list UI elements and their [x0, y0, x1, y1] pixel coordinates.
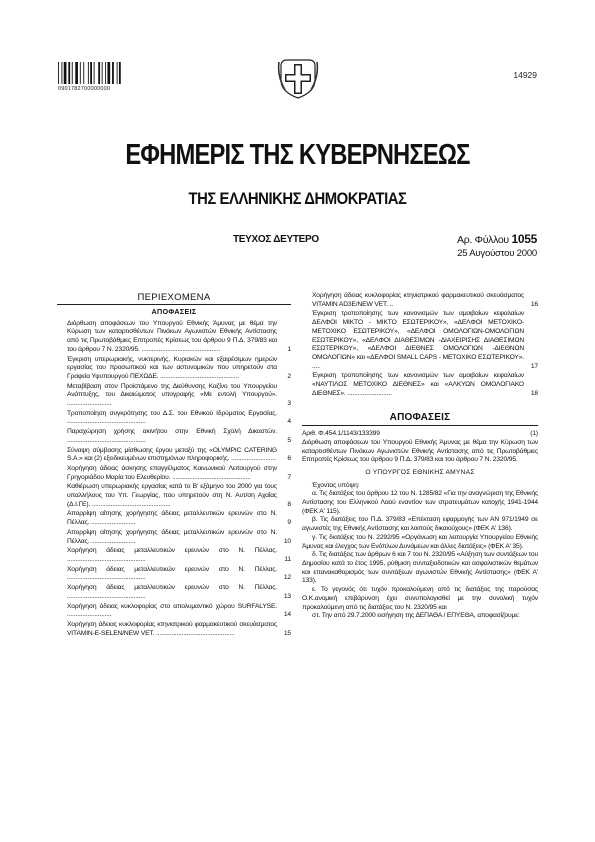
decision-number: Αριθ. Φ.454.1/1143/133399: [302, 430, 380, 438]
barcode-bar: [80, 62, 81, 84]
minister-title: Ο ΥΠΟΥΡΓΟΣ ΕΘΝΙΚΗΣ ΑΜΥΝΑΣ: [365, 468, 475, 476]
contents-item-page: 5: [287, 436, 291, 444]
decision-tag: (1): [530, 430, 538, 438]
sheet-value: 1055: [511, 232, 537, 246]
barcode-bar: [94, 62, 95, 84]
contents-item-page: 10: [283, 537, 291, 545]
contents-item: [57, 510, 291, 527]
issue-type: ΤΕΥΧΟΣ ΔΕΥΤΕΡΟ: [233, 234, 319, 245]
contents-item-text: Έγκριση υπερωριακής, νυκτερινής, Κυριακών και εξαιρέσιμων ημερών εργασίας του προσωπικού και των αστυνομικών που υπηρετούν στα Γραφεία Υφυπουργού ΠΕΧΩΔΕ. ..............................................: [67, 355, 277, 380]
decision-paragraph: ε. Το γεγονός ότι τυχόν προκαλούμενη από τις διατάξεις της παρούσας Ο.Κ.ανομική επιβάρυνση έχει συνυπολογισθεί με την συνολική τυχόν προκαλούμενη από τις διατάξεις του Ν. 2320/95 και: [302, 586, 538, 611]
contents-item-page: 1: [287, 345, 291, 353]
contents-column-right: [302, 292, 538, 621]
contents-item-text: Έγκριση τροποποίησης των κανονισμών των αμοιβαίων κεφαλαίων ΔΕΛΦΟΙ ΜΙΚΤΟ - ΜΙΚΤΟ ΕΣΩΤΕΡΙΚΟΥ», «ΔΕΛΦΟΙ ΜΕΤΟΧΙΚΟ-ΜΕΤΟΧΙΚΟ ΕΣΩΤΕΡΙΚΟΥ», «ΔΕΛΦΟΙ ΟΜΟΛΟΓΙΩΝ-ΟΜΟΛΟΓΙΩΝ ΕΣΩΤΕΡΙΚΟΥ», «ΔΕΛΦΟΙ ΔΙΑΘΕΣΙΜΩΝ -ΔΙΑΧΕΙΡΙΣΗΣ ΔΙΑΘΕΣΙΜΩΝ ΕΣΩΤΕΡΙΚΟΥ», «ΔΕΛΦΟΙ ΔΙΕΘΝΕΣ ΟΜΟΛΟΓΙΩΝ -ΔΙΕΘΝΩΝ ΟΜΟΛΟΓΙΩΝ» και «ΔΕΛΦΟΙ SMALL CAPS - ΜΕΤΟΧΙΚΟ ΕΣΩΤΕΡΙΚΟΥ». .....: [312, 310, 524, 370]
barcode-bar: [64, 62, 67, 84]
contents-item-page: 13: [283, 592, 291, 600]
contents-item: [302, 292, 538, 309]
barcode-bar: [83, 62, 84, 84]
contents-item-page: 6: [287, 455, 291, 463]
contents-item-page: 17: [530, 362, 538, 370]
contents-item-page: 7: [287, 473, 291, 481]
contents-item-text: Χορήγηση άδειας κυκλοφορίας κτηνιατρικού φαρμακευτικού σκευάσματος VITAMIN-E-SELEN/NEW VET. ..............................................: [67, 620, 277, 637]
contents-item-text: Μεταβίβαση στον Προϊστάμενο της Διεύθυνσης Καζίνο του Υπουργείου Ανάπτυξης, του Δικαιώματος υπογραφής «Με εντολή Υπουργού». ..........................: [67, 382, 277, 408]
contents-item-text: Καθιέρωση υπερωριακής εργασίας κατά το Β' εξάμηνο του 2000 για τους υπαλλήλους του Υπ. Γεωργίας, που υπηρετούν στη Ν. Αυτ/ση Αχαΐας (Δ.Ι.ΓΕ). ..............................................: [67, 483, 277, 508]
contents-list-right: [302, 292, 538, 398]
greek-coat-of-arms-icon: [277, 56, 319, 100]
considering-label: Έχοντας υπόψη:: [312, 481, 360, 489]
contents-item-page: 15: [283, 629, 291, 637]
contents-item-page: 9: [287, 519, 291, 527]
contents-item: [57, 621, 291, 638]
barcode-bar: [119, 62, 121, 84]
contents-item: [57, 410, 291, 427]
contents-item: [57, 320, 291, 355]
barcode-bar: [88, 62, 89, 84]
sheet-label: Αρ. Φύλλου: [457, 234, 509, 246]
contents-item: [57, 356, 291, 382]
gazette-subtitle: ΤΗΣ ΕΛΛΗΝΙΚΗΣ ΔΗΜΟΚΡΑΤΙΑΣ: [188, 190, 407, 208]
barcode-bar: [107, 62, 110, 84]
contents-item-text: Τροποποίηση συγκρότησης του Δ.Σ. του Εθνικού Ιδρύματος Εργασίας. ..............................................: [67, 409, 277, 426]
contents-item: [57, 584, 291, 601]
decision-paragraph: β. Τις διατάξεις του Π.Δ. 379/83 «Επέκταση εφαρμογής των ΑΝ 971/1949 σε αγωνιστές της Εθνικής Αντίστασης και λοιπούς δικαιούχους» (ΦΕΚ Α' 136).: [302, 516, 538, 533]
barcode-bar: [102, 62, 103, 84]
barcode-bar: [112, 62, 114, 84]
decision-paragraphs: [302, 490, 538, 621]
decision-paragraph: δ. Τις διατάξεις των άρθρων 6 και 7 του Ν. 2320/95 «Αύξηση των συντάξεων του Δημοσίου κατά το έτος 1995, ρύθμιση συνταξιοδοτικών και ασφαλιστικών θεμάτων και επανακαθορισμός των συντάξεων αγωνιστών Εθνικής Αντίστασης» (ΦΕΚ Α' 133).: [302, 551, 539, 585]
contents-section-heading: ΑΠΟΦΑΣΕΙΣ: [151, 307, 197, 316]
contents-item: [57, 383, 291, 409]
contents-item-text: Διόρθωση αποφάσεων του Υπουργού Εθνικής Άμυνας με θέμα την Κύρωση των καταρτισθέντων Πινάκων Αγωνιστών Εθνικής Αντίστασης από τις Πρωτοβάθμιες Επιτροπές Κρίσεως του άρθρου 9 Π.Δ. 379/83 και του άρθρου 7 Ν. 2320/95. ..............................................: [67, 319, 277, 353]
sheet-number: [457, 232, 537, 246]
barcode-bar: [105, 62, 106, 84]
contents-item: [57, 529, 291, 546]
contents-item-text: Έγκριση τροποποίησης των κανονισμών των αμοιβαίων κεφαλαίων «ΝΑΥΤΙΛΟΣ ΜΕΤΟΧΙΚΟ ΔΙΕΘΝΕΣ» και «ΑΛΚΥΩΝ ΟΜΟΛΟΓΙΑΚΟ ΔΙΕΘΝΕΣ». ..........................: [312, 372, 524, 397]
contents-item-text: Χορήγηση άδειας μεταλλευτικών ερευνών στο Ν. Πέλλας. ..............................................: [67, 584, 277, 600]
barcode-bar: [117, 62, 118, 84]
contents-item-text: Χορήγηση άδειας κυκλοφορίας στο απολυμαντικό χώρου SURFALYSE. ..........................: [67, 602, 277, 619]
decision-subject: Διόρθωση αποφάσεων του Υπουργού Εθνικής Άμυνας με θέμα την Κύρωση των καταρτισθέντων Πινάκων Αγωνιστών Εθνικής Αντίστασης από τις Πρωτοβάθμιες Επιτροπές Κρίσεως του άρθρου 9 Π.Δ. 379/83 και του άρθρου 7 Ν. 2320/95.: [302, 438, 538, 464]
contents-list-left: [57, 320, 291, 639]
contents-item-page: 16: [530, 300, 538, 308]
barcode-number: 0901782700000000: [58, 86, 111, 92]
contents-item-page: 3: [287, 400, 291, 408]
contents-item-page: 2: [287, 372, 291, 380]
contents-item-text: Χορήγηση άδειας μεταλλευτικών ερευνών στο Ν. Πέλλας. ..............................................: [67, 547, 277, 563]
decision-paragraph: α. Τις διατάξεις του άρθρου 12 του Ν. 1285/82 «Για την αναγνώριση της Εθνικής Αντίστασης του Ελληνικού Λαού εναντίον των στρατευμάτων κατοχής 1941-1944 (ΦΕΚ Α' 115).: [302, 490, 538, 515]
contents-item-page: 11: [284, 555, 291, 563]
contents-item: [302, 310, 538, 371]
gazette-title: ΕΦΗΜΕΡΙΣ ΤΗΣ ΚΥΒΕΡΝΗΣΕΩΣ: [125, 139, 470, 171]
page-number: 14929: [513, 70, 537, 80]
contents-item: [302, 372, 538, 398]
barcode-bar: [98, 62, 100, 84]
barcode-icon: [58, 62, 140, 84]
contents-item-text: Χορήγηση άδειας μεταλλευτικών ερευνών στο Ν. Πέλλας. ..............................................: [67, 565, 277, 582]
contents-item: [57, 447, 291, 464]
contents-item-text: Χορήγηση άδειας κυκλοφορίας κτηνιατρικού φαρμακευτικού σκευάσματος VITAMIN AD3E/NEW VET. ..: [312, 292, 524, 308]
barcode-bar: [90, 62, 92, 84]
contents-item-page: 8: [287, 500, 291, 508]
contents-item-text: Χορήγηση άδειας άσκησης επαγγέλματος Κοινωνικού Λειτουργού στην Γρηγοριάδου Μαρία του Ελευθερίου. ..............................................: [67, 464, 277, 481]
decision-paragraph: στ. Την από 29.7.2000 εισήγηση της ΔΕΠΑΘΑ / ΕΠΥΕΘΑ, αποφασίζουμε:: [312, 612, 520, 620]
contents-divider: [57, 304, 291, 305]
contents-item-text: Παραχώρηση χρήσης ακινήτου στην Εθνική Σχολή Δικαστών. ..............................................: [67, 428, 277, 444]
barcode-bar: [72, 62, 73, 84]
barcode-bar: [75, 62, 78, 84]
contents-item-page: 4: [287, 418, 291, 426]
contents-item: [57, 566, 291, 583]
contents-item-text: Απορρίψη αίτησης χορήγησης άδειας μεταλλευτικών ερευνών στο Ν. Πέλλας. ..........................: [67, 510, 277, 527]
barcode-bar: [61, 62, 62, 84]
contents-item-page: 14: [283, 611, 291, 619]
contents-item-text: Απορρίψη αίτησης χορήγησης άδειας μεταλλευτικών ερευνών στο Ν. Πέλλας. ..........................: [67, 528, 277, 545]
contents-item: [57, 465, 291, 482]
barcode-bar: [58, 62, 59, 84]
contents-item-page: 18: [530, 389, 538, 397]
contents-column-left: [57, 292, 291, 639]
decisions-divider: [302, 425, 538, 426]
issue-date: 25 Αυγούστου 2000: [457, 248, 537, 259]
contents-item: [57, 428, 291, 445]
contents-item: [57, 483, 291, 509]
contents-item-text: Σύναψη σύμβασης μίσθωσης έργου μεταξύ της «OLYMPIC CATERING S.A.» και (2) εξειδικευμένων επιστημόνων πληροφορικής. ..........................: [67, 446, 277, 463]
contents-item: [57, 547, 291, 564]
contents-title: ΠΕΡΙΕΧΟΜΕΝΑ: [137, 292, 211, 303]
contents-item-page: 12: [283, 574, 291, 582]
decision-number-line: [302, 430, 538, 439]
decision-paragraph: γ. Τις διατάξεις του Ν. 2292/95 «Οργάνωση και λειτουργία Υπουργείου Εθνικής Άμυνας και έλεγχος των Ενόπλων Δυνάμεων και άλλες διατάξεις» (ΦΕΚ Α' 35).: [302, 533, 538, 550]
decisions-heading: ΑΠΟΦΑΣΕΙΣ: [389, 412, 451, 424]
barcode-bar: [68, 62, 70, 84]
contents-item: [57, 603, 291, 620]
